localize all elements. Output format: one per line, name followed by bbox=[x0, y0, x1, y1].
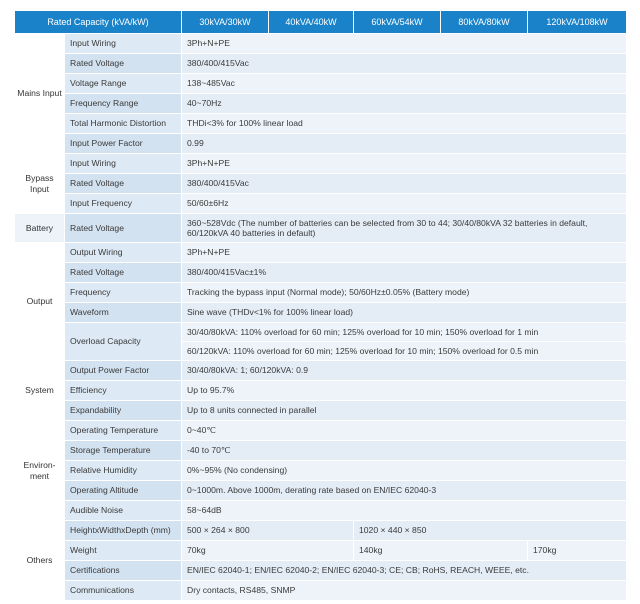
dimensions-value-small: 500 × 264 × 800 bbox=[182, 521, 354, 541]
param-label: Rated Voltage bbox=[65, 214, 182, 243]
param-value: 50/60±6Hz bbox=[182, 194, 627, 214]
param-value: 3Ph+N+PE bbox=[182, 34, 627, 54]
table-row bbox=[15, 283, 627, 303]
param-label: Operating Altitude bbox=[65, 481, 182, 501]
param-value: Up to 95.7% bbox=[182, 381, 627, 401]
param-label: Input Wiring bbox=[65, 34, 182, 54]
param-value: 380/400/415Vac bbox=[182, 174, 627, 194]
param-value: -40 to 70℃ bbox=[182, 441, 627, 461]
param-label: Rated Voltage bbox=[65, 174, 182, 194]
param-label: Relative Humidity bbox=[65, 461, 182, 481]
dimensions-value-large: 1020 × 440 × 850 bbox=[354, 521, 627, 541]
group-environment: Environ-ment bbox=[15, 421, 65, 521]
table-row bbox=[15, 134, 627, 154]
table-row bbox=[15, 361, 627, 381]
param-value: 0~1000m. Above 1000m, derating rate based on EN/IEC 62040-3 bbox=[182, 481, 627, 501]
group-battery: Battery bbox=[15, 214, 65, 243]
param-label: Output Wiring bbox=[65, 243, 182, 263]
param-value: 380/400/415Vac bbox=[182, 54, 627, 74]
table-row bbox=[15, 243, 627, 263]
param-label: Input Frequency bbox=[65, 194, 182, 214]
param-label: Overload Capacity bbox=[65, 323, 182, 361]
group-bypass-input: Bypass Input bbox=[15, 154, 65, 214]
param-label: Rated Voltage bbox=[65, 263, 182, 283]
header-model-120: 120kVA/108kW bbox=[528, 11, 627, 34]
table-row bbox=[15, 441, 627, 461]
table-row bbox=[15, 381, 627, 401]
param-value: EN/IEC 62040-1; EN/IEC 62040-2; EN/IEC 62040-3; CE; CB; RoHS, REACH, WEEE, etc. bbox=[182, 561, 627, 581]
param-label: Certifications bbox=[65, 561, 182, 581]
param-label: Audible Noise bbox=[65, 501, 182, 521]
weight-value-3: 170kg bbox=[528, 541, 627, 561]
table-row bbox=[15, 521, 627, 541]
param-label: Rated Voltage bbox=[65, 54, 182, 74]
group-system: System bbox=[15, 361, 65, 421]
param-value: 3Ph+N+PE bbox=[182, 154, 627, 174]
param-value: Sine wave (THDv<1% for 100% linear load) bbox=[182, 303, 627, 323]
param-value: 60/120kVA: 110% overload for 60 min; 125% overload for 10 min; 150% overload for 0.5 min bbox=[182, 342, 627, 361]
weight-value-1: 70kg bbox=[182, 541, 354, 561]
param-label: Frequency Range bbox=[65, 94, 182, 114]
param-value: Up to 8 units connected in parallel bbox=[182, 401, 627, 421]
weight-value-2: 140kg bbox=[354, 541, 528, 561]
table-row bbox=[15, 421, 627, 441]
group-others: Others bbox=[15, 521, 65, 601]
table-row bbox=[15, 401, 627, 421]
param-value: 0%~95% (No condensing) bbox=[182, 461, 627, 481]
header-model-30: 30kVA/30kW bbox=[182, 11, 269, 34]
param-label: Expandability bbox=[65, 401, 182, 421]
param-label: Waveform bbox=[65, 303, 182, 323]
table-row bbox=[15, 541, 627, 561]
param-value: 3Ph+N+PE bbox=[182, 243, 627, 263]
param-label: Total Harmonic Distortion bbox=[65, 114, 182, 134]
param-value: THDi<3% for 100% linear load bbox=[182, 114, 627, 134]
header-model-80: 80kVA/80kW bbox=[441, 11, 528, 34]
table-row bbox=[15, 74, 627, 94]
param-value: 138~485Vac bbox=[182, 74, 627, 94]
table-row bbox=[15, 581, 627, 601]
table-row bbox=[15, 154, 627, 174]
param-value: 0~40℃ bbox=[182, 421, 627, 441]
table-row bbox=[15, 54, 627, 74]
param-value: 380/400/415Vac±1% bbox=[182, 263, 627, 283]
param-value: Dry contacts, RS485, SNMP bbox=[182, 581, 627, 601]
param-label: Operating Temperature bbox=[65, 421, 182, 441]
spec-table-container bbox=[14, 10, 626, 601]
param-label: Frequency bbox=[65, 283, 182, 303]
header-rated-capacity: Rated Capacity (kVA/kW) bbox=[15, 11, 182, 34]
param-label: Storage Temperature bbox=[65, 441, 182, 461]
param-value: 30/40/80kVA: 1; 60/120kVA: 0.9 bbox=[182, 361, 627, 381]
param-label: Communications bbox=[65, 581, 182, 601]
header-row bbox=[15, 11, 627, 34]
table-row bbox=[15, 303, 627, 323]
table-row bbox=[15, 561, 627, 581]
table-row bbox=[15, 94, 627, 114]
param-label: Output Power Factor bbox=[65, 361, 182, 381]
param-value: 0.99 bbox=[182, 134, 627, 154]
param-label: Efficiency bbox=[65, 381, 182, 401]
table-row bbox=[15, 174, 627, 194]
param-label: Input Power Factor bbox=[65, 134, 182, 154]
param-value: Tracking the bypass input (Normal mode); 50/60Hz±0.05% (Battery mode) bbox=[182, 283, 627, 303]
header-model-40: 40kVA/40kW bbox=[269, 11, 354, 34]
param-value: 30/40/80kVA: 110% overload for 60 min; 125% overload for 10 min; 150% overload for 1 min bbox=[182, 323, 627, 342]
table-row bbox=[15, 481, 627, 501]
param-label: HeightxWidthxDepth (mm) bbox=[65, 521, 182, 541]
table-row bbox=[15, 461, 627, 481]
param-label: Weight bbox=[65, 541, 182, 561]
table-row bbox=[15, 114, 627, 134]
group-mains-input: Mains Input bbox=[15, 34, 65, 154]
table-row bbox=[15, 501, 627, 521]
spec-table bbox=[14, 10, 627, 601]
table-row bbox=[15, 214, 627, 243]
table-row bbox=[15, 34, 627, 54]
group-output: Output bbox=[15, 243, 65, 361]
table-row bbox=[15, 263, 627, 283]
table-row bbox=[15, 323, 627, 342]
header-model-60: 60kVA/54kW bbox=[354, 11, 441, 34]
param-value: 360~528Vdc (The number of batteries can be selected from 30 to 44; 30/40/80kVA 32 batteries in default, 60/120kVA 40 batteries in default) bbox=[182, 214, 627, 243]
param-value: 40~70Hz bbox=[182, 94, 627, 114]
param-value: 58~64dB bbox=[182, 501, 627, 521]
table-row bbox=[15, 194, 627, 214]
param-label: Input Wiring bbox=[65, 154, 182, 174]
param-label: Voltage Range bbox=[65, 74, 182, 94]
